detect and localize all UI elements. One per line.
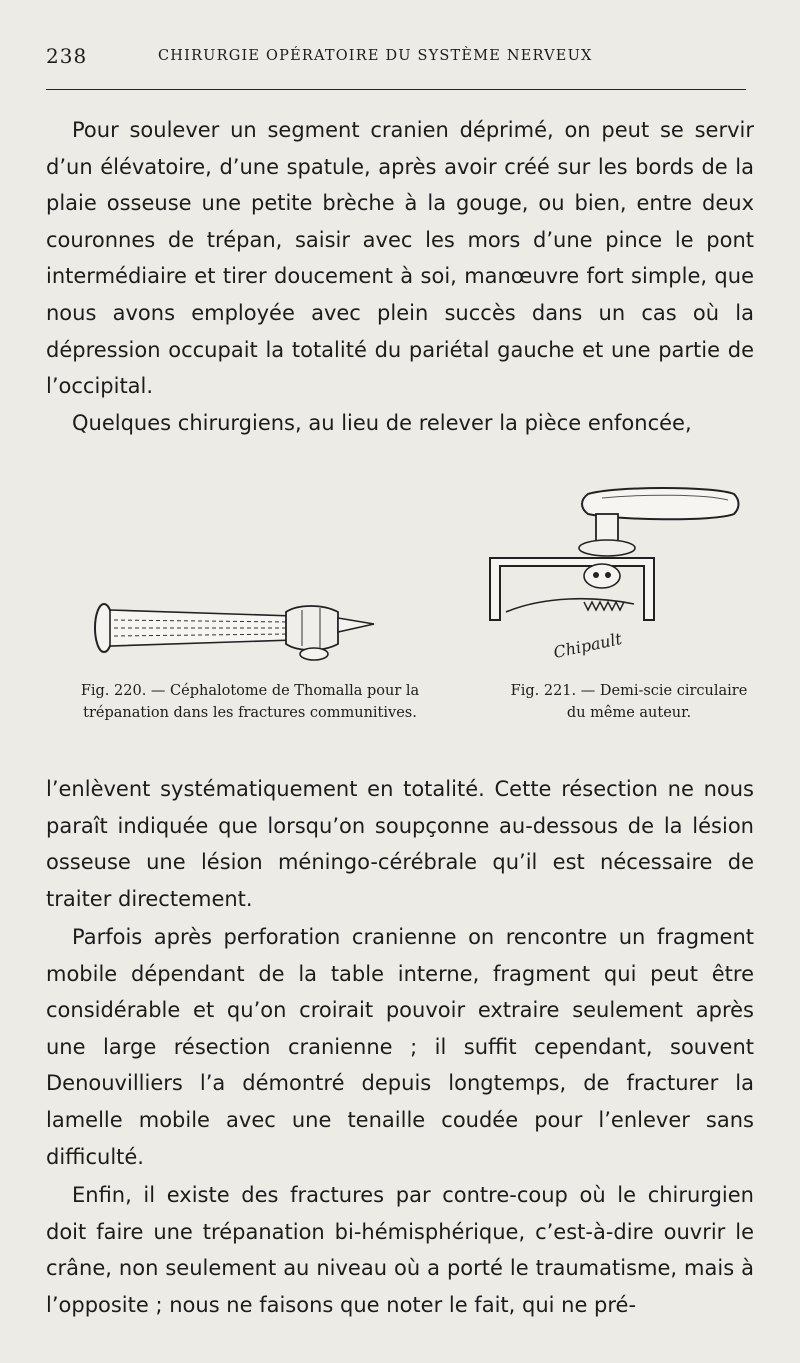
figure-220-caption-line-2: trépanation dans les fractures communitives. bbox=[83, 705, 417, 721]
paragraph-resection-intro: Quelques chirurgiens, au lieu de relever la pièce enfoncée, bbox=[72, 411, 692, 435]
illustrator-signature: Chipault bbox=[551, 629, 624, 662]
header-rule bbox=[46, 89, 746, 90]
paragraph-elevation: Pour soulever un segment cranien déprimé, on peut se servir d’un élévatoire, d’une spatule, après avoir créé sur les bords de la plaie osseuse une petite brèche à la gouge, ou bien, entre deux couronnes de trépan, saisir avec les mors d’une pince le pont intermédiaire et tirer doucement à soi, manœuvre fort simple, que nous avons employée avec plein succès dans un cas où la dépression occupait la totalité du pariétal gauche et une partie de l’occipital. bbox=[46, 118, 754, 399]
figure-221-caption bbox=[478, 680, 780, 724]
page-header bbox=[46, 44, 746, 74]
figure-220-caption-line-1: Fig. 220. — Céphalotome de Thomalla pour la bbox=[80, 683, 420, 699]
semicircular-saw-illustration bbox=[484, 484, 744, 644]
figure-220-caption bbox=[50, 680, 450, 724]
paragraph-internal-table: Parfois après perforation cranienne on rencontre un fragment mobile dépendant de la table interne, fragment qui peut être considérable et qu’on croirait pouvoir extraire seulement après une large résection cranienne ; il suffit cependant, souvent Denouvilliers l’a démontré depuis longtemps, de fracturer la lamelle mobile avec une tenaille coudée pour l’enlever sans difficulté. bbox=[46, 925, 754, 1169]
page-number: 238 bbox=[46, 44, 88, 68]
cephalotome-illustration bbox=[88, 598, 384, 664]
paragraph-resection: l’enlèvent systématiquement en totalité. Cette résection ne nous paraît indiquée que lorsqu’on soupçonne au-dessous de la lésion osseuse une lésion méningo-cérébrale qu’il est nécessaire de traiter directement. bbox=[46, 777, 754, 911]
running-title: CHIRURGIE OPÉRATOIRE DU SYSTÈME NERVEUX bbox=[158, 48, 593, 64]
figure-221-caption-line-1: Fig. 221. — Demi-scie circulaire bbox=[510, 683, 748, 699]
paragraph-contre-coup: Enfin, il existe des fractures par contre-coup où le chirurgien doit faire une trépanation bi-hémisphérique, c’est-à-dire ouvrir le crâne, non seulement au niveau où a porté le traumatisme, mais à l’opposite ; nous ne faisons que noter le fait, qui ne pré- bbox=[46, 1183, 754, 1317]
figure-221-caption-line-2: du même auteur. bbox=[566, 705, 692, 721]
